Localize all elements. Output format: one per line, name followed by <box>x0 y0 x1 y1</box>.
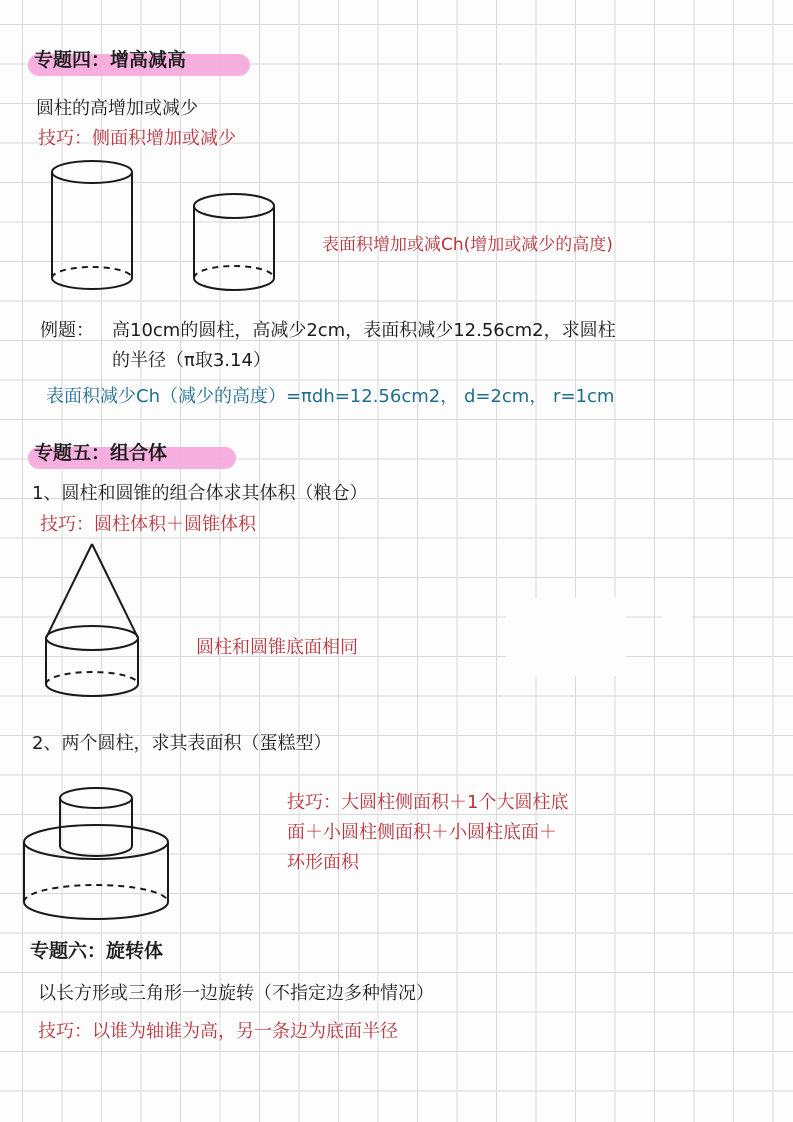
topic5-item2-tip-line2: 面＋小圆柱侧面积＋小圆柱底面＋ <box>287 822 557 843</box>
topic4-solution: 表面积减少Ch（减少的高度）=πdh=12.56cm2， d=2cm， r=1cm <box>46 386 615 407</box>
cake-cylinders-figure <box>20 784 172 940</box>
topic6-line1: 以长方形或三角形一边旋转（不指定边多种情况） <box>38 983 434 1004</box>
topic5-item1: 1、圆柱和圆锥的组合体求其体积（粮仓） <box>32 483 368 504</box>
tall-cylinder-figure <box>48 158 140 298</box>
blank-patch <box>506 598 626 676</box>
blank-patch <box>662 614 692 640</box>
example-line2: 的半径（π取3.14） <box>112 350 271 371</box>
topic4-tip: 技巧：侧面积增加或减少 <box>38 128 236 149</box>
cone-cylinder-figure <box>42 542 142 702</box>
topic6-tip: 技巧：以谁为轴谁为高，另一条边为底面半径 <box>38 1021 398 1042</box>
topic4-title: 专题四：增高减高 <box>34 49 187 71</box>
topic5-item1-tip: 技巧：圆柱体积＋圆锥体积 <box>40 514 256 535</box>
example-label: 例题： <box>40 320 94 341</box>
topic5-item2-tip-line3: 环形面积 <box>287 852 359 873</box>
topic5-item1-note: 圆柱和圆锥底面相同 <box>196 637 358 658</box>
example-line1: 高10cm的圆柱，高减少2cm，表面积减少12.56cm2，求圆柱 <box>112 320 616 341</box>
topic4-note: 表面积增加或减Ch(增加或减少的高度) <box>322 235 613 255</box>
topic5-item2: 2、两个圆柱，求其表面积（蛋糕型） <box>32 733 332 754</box>
topic4-line1: 圆柱的高增加或减少 <box>36 98 198 119</box>
topic5-item2-tip-line1: 技巧：大圆柱侧面积＋1个大圆柱底 <box>287 792 569 813</box>
topic5-title: 专题五：组合体 <box>34 442 168 464</box>
short-cylinder-figure <box>190 190 282 302</box>
topic6-title: 专题六：旋转体 <box>30 940 164 962</box>
